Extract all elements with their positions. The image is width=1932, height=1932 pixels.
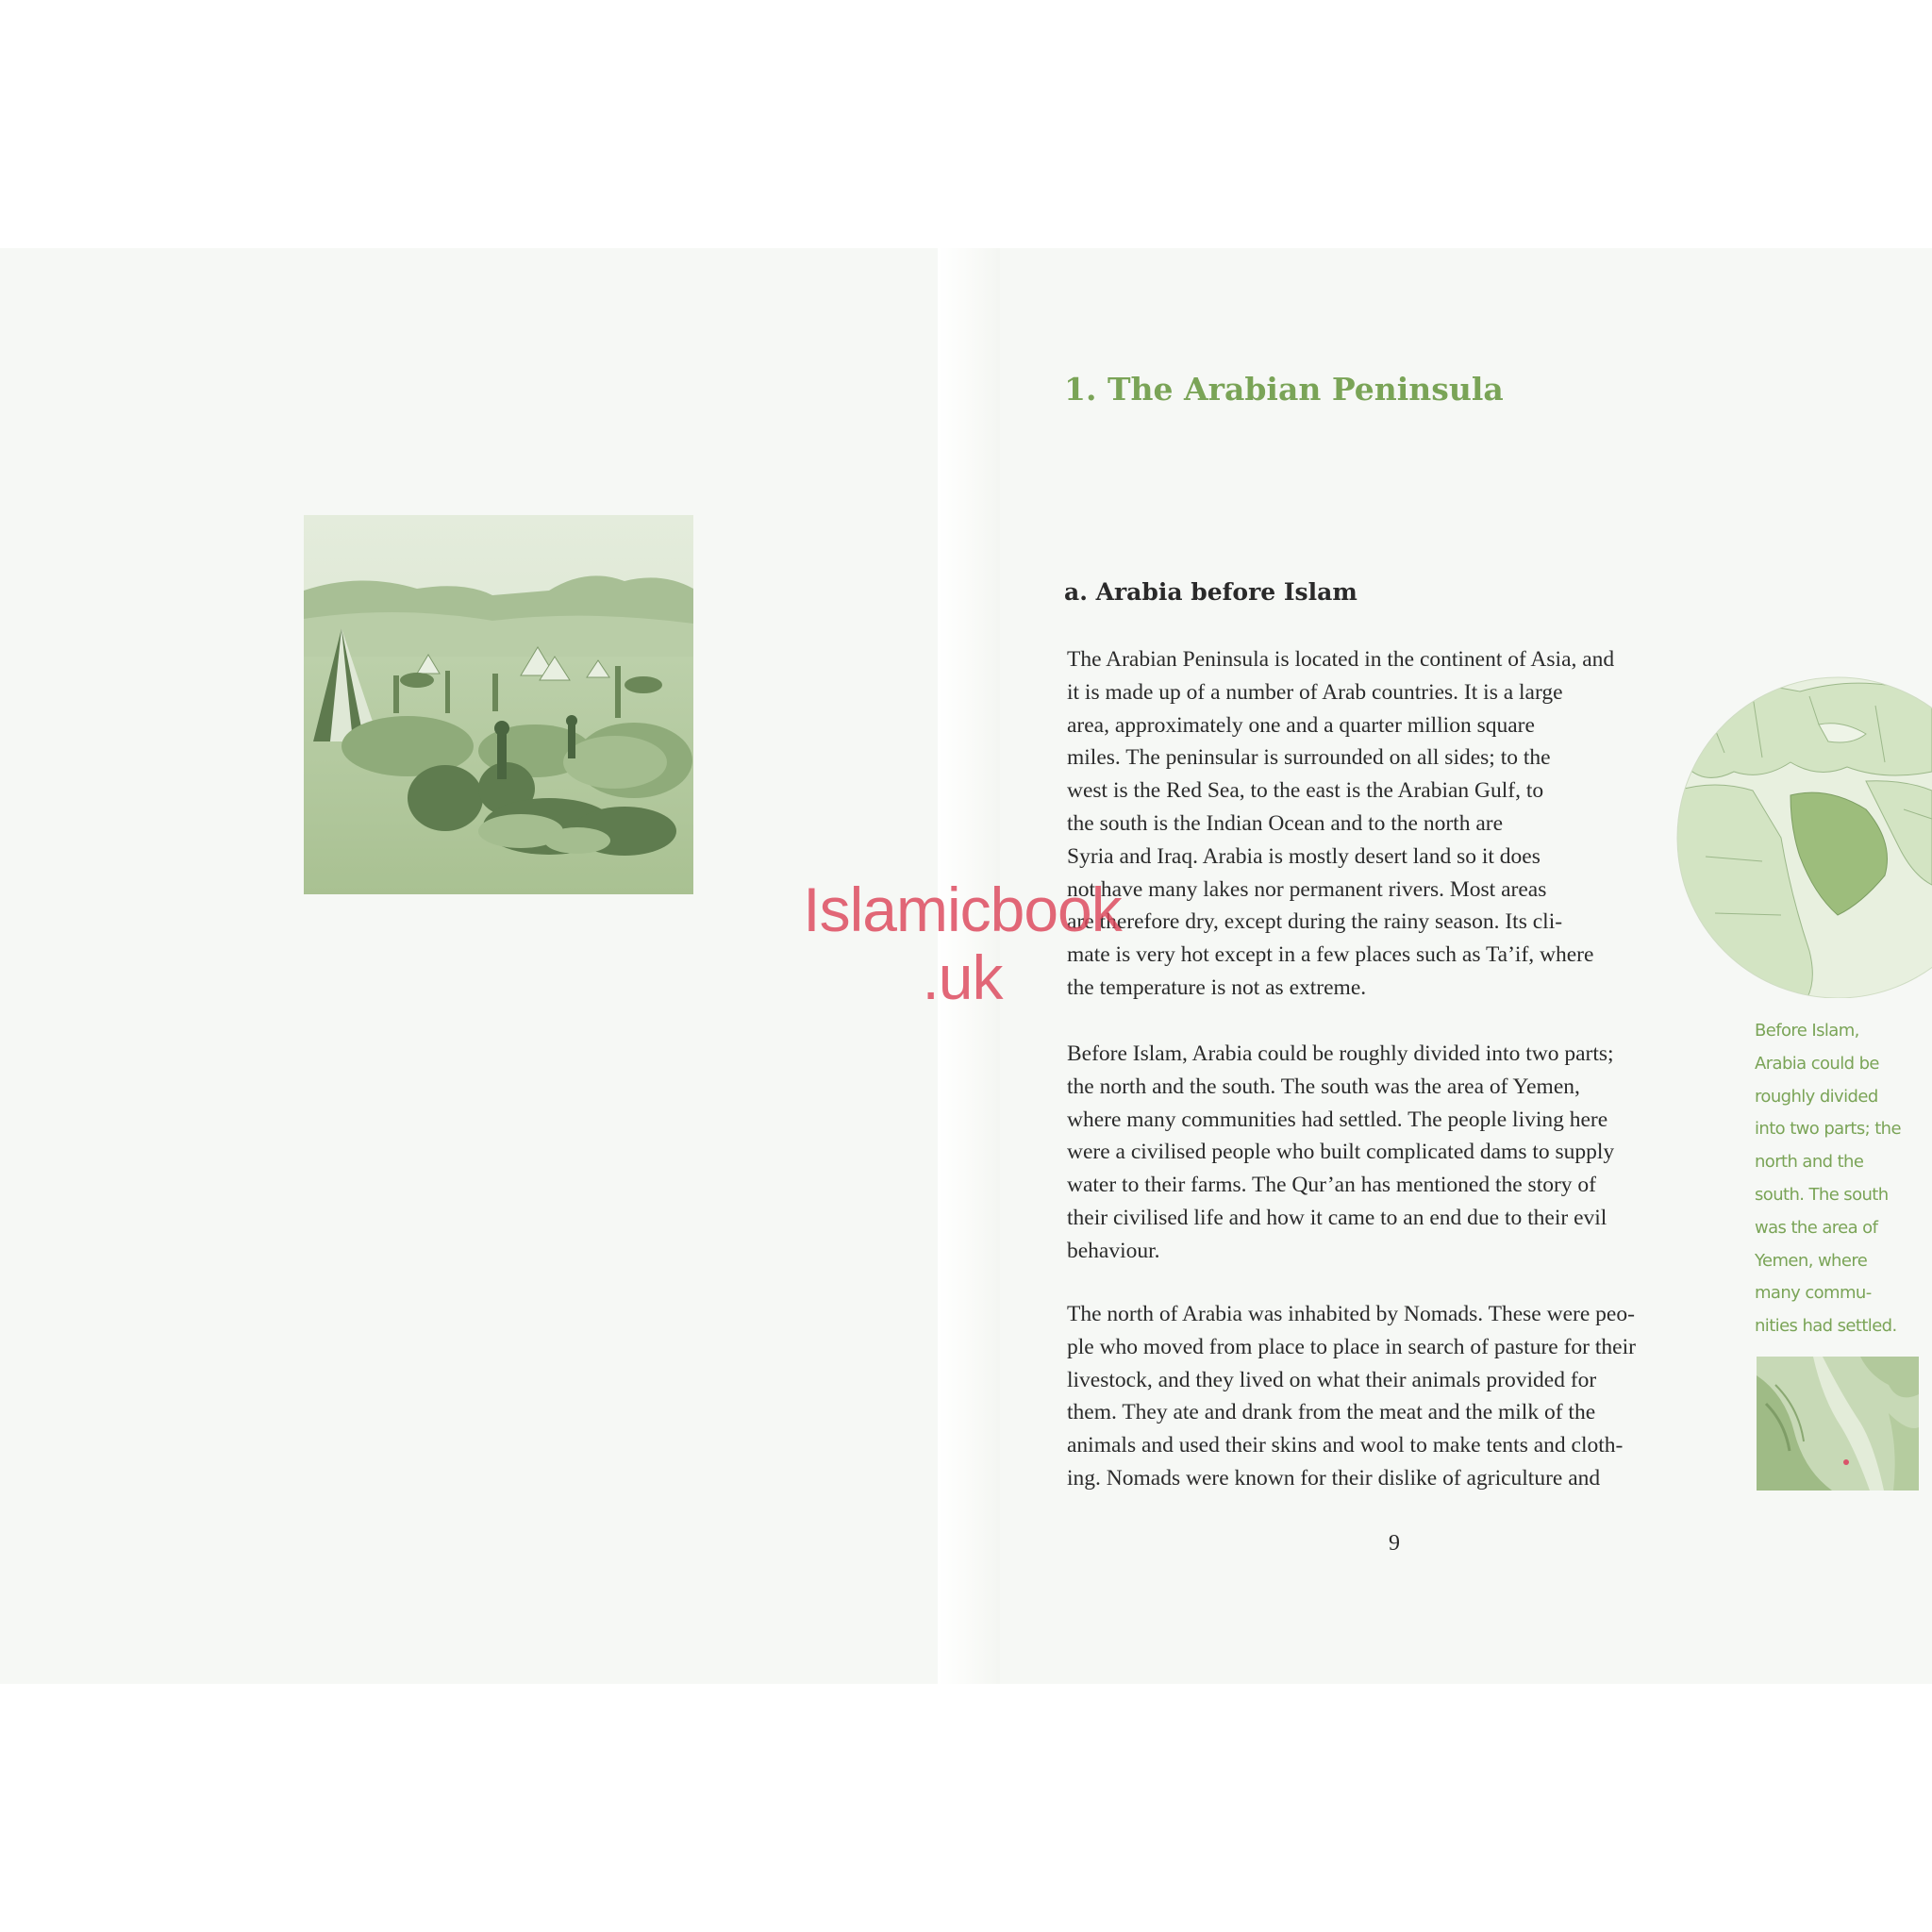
text-line: mate is very hot except in a few places such as Ta’if, where xyxy=(1067,942,1594,968)
caption-line: roughly divided xyxy=(1755,1086,1878,1107)
caption-line: south. The south xyxy=(1755,1184,1889,1205)
paragraph-nomads xyxy=(1067,1298,1727,1495)
text-line: Syria and Iraq. Arabia is mostly desert land so it does xyxy=(1067,843,1541,869)
text-line: area, approximately one and a quarter million square xyxy=(1067,712,1535,738)
text-line: are therefore dry, except during the rainy season. Its cli- xyxy=(1067,909,1563,935)
caption-line: Before Islam, xyxy=(1755,1021,1859,1041)
text-line: animals and used their skins and wool to make tents and cloth- xyxy=(1067,1433,1624,1458)
caption-line: Arabia could be xyxy=(1755,1053,1879,1074)
text-line: it is made up of a number of Arab countries. It is a large xyxy=(1067,679,1563,705)
arabia-relief-map xyxy=(1757,1357,1919,1491)
text-line: their civilised life and how it came to an end due to their evil xyxy=(1067,1205,1607,1230)
caption-line: nities had settled. xyxy=(1755,1316,1897,1337)
caption-line: north and the xyxy=(1755,1152,1864,1173)
text-line: the temperature is not as extreme. xyxy=(1067,974,1367,1000)
caption-line: many commu- xyxy=(1755,1283,1872,1304)
section-title: a. Arabia before Islam xyxy=(1064,578,1357,606)
watermark-text xyxy=(783,875,1141,1011)
text-line: them. They ate and drank from the meat and the milk of the xyxy=(1067,1400,1596,1425)
text-line: not have many lakes nor permanent rivers. Most areas xyxy=(1067,876,1547,902)
sidebar-caption xyxy=(1755,1015,1901,1343)
caption-line: into two parts; the xyxy=(1755,1119,1901,1140)
chapter-title: 1. The Arabian Peninsula xyxy=(1064,371,1504,408)
nomad-camp-photo xyxy=(304,515,693,894)
caption-line: Yemen, where xyxy=(1755,1250,1868,1271)
text-line: Before Islam, Arabia could be roughly divided into two parts; xyxy=(1067,1041,1614,1066)
watermark-line: Islamicbook xyxy=(803,874,1122,944)
watermark-line: .uk xyxy=(922,942,1003,1012)
text-line: behaviour. xyxy=(1067,1238,1160,1263)
text-line: livestock, and they lived on what their animals provided for xyxy=(1067,1367,1597,1392)
text-line: The north of Arabia was inhabited by Nomads. These were peo- xyxy=(1067,1302,1635,1326)
text-line: ple who moved from place to place in search of pasture for their xyxy=(1067,1334,1636,1359)
text-line: The Arabian Peninsula is located in the continent of Asia, and xyxy=(1067,647,1615,672)
caption-line: was the area of xyxy=(1755,1217,1878,1238)
text-line: miles. The peninsular is surrounded on all sides; to the xyxy=(1067,745,1551,771)
text-line: where many communities had settled. The people living here xyxy=(1067,1107,1608,1132)
text-line: the north and the south. The south was the area of Yemen, xyxy=(1067,1074,1580,1099)
text-line: the south is the Indian Ocean and to the north are xyxy=(1067,810,1504,836)
text-line: water to their farms. The Qur’an has mentioned the story of xyxy=(1067,1173,1597,1198)
text-line: west is the Red Sea, to the east is the Arabian Gulf, to xyxy=(1067,778,1544,804)
text-line: ing. Nomads were known for their dislike of agriculture and xyxy=(1067,1465,1601,1491)
page-number: 9 xyxy=(1389,1531,1400,1556)
paragraph-north-and-south xyxy=(1067,1038,1727,1268)
text-line: were a civilised people who built complicated dams to supply xyxy=(1067,1140,1615,1165)
paragraph-arabian-peninsula xyxy=(1067,643,1727,1005)
